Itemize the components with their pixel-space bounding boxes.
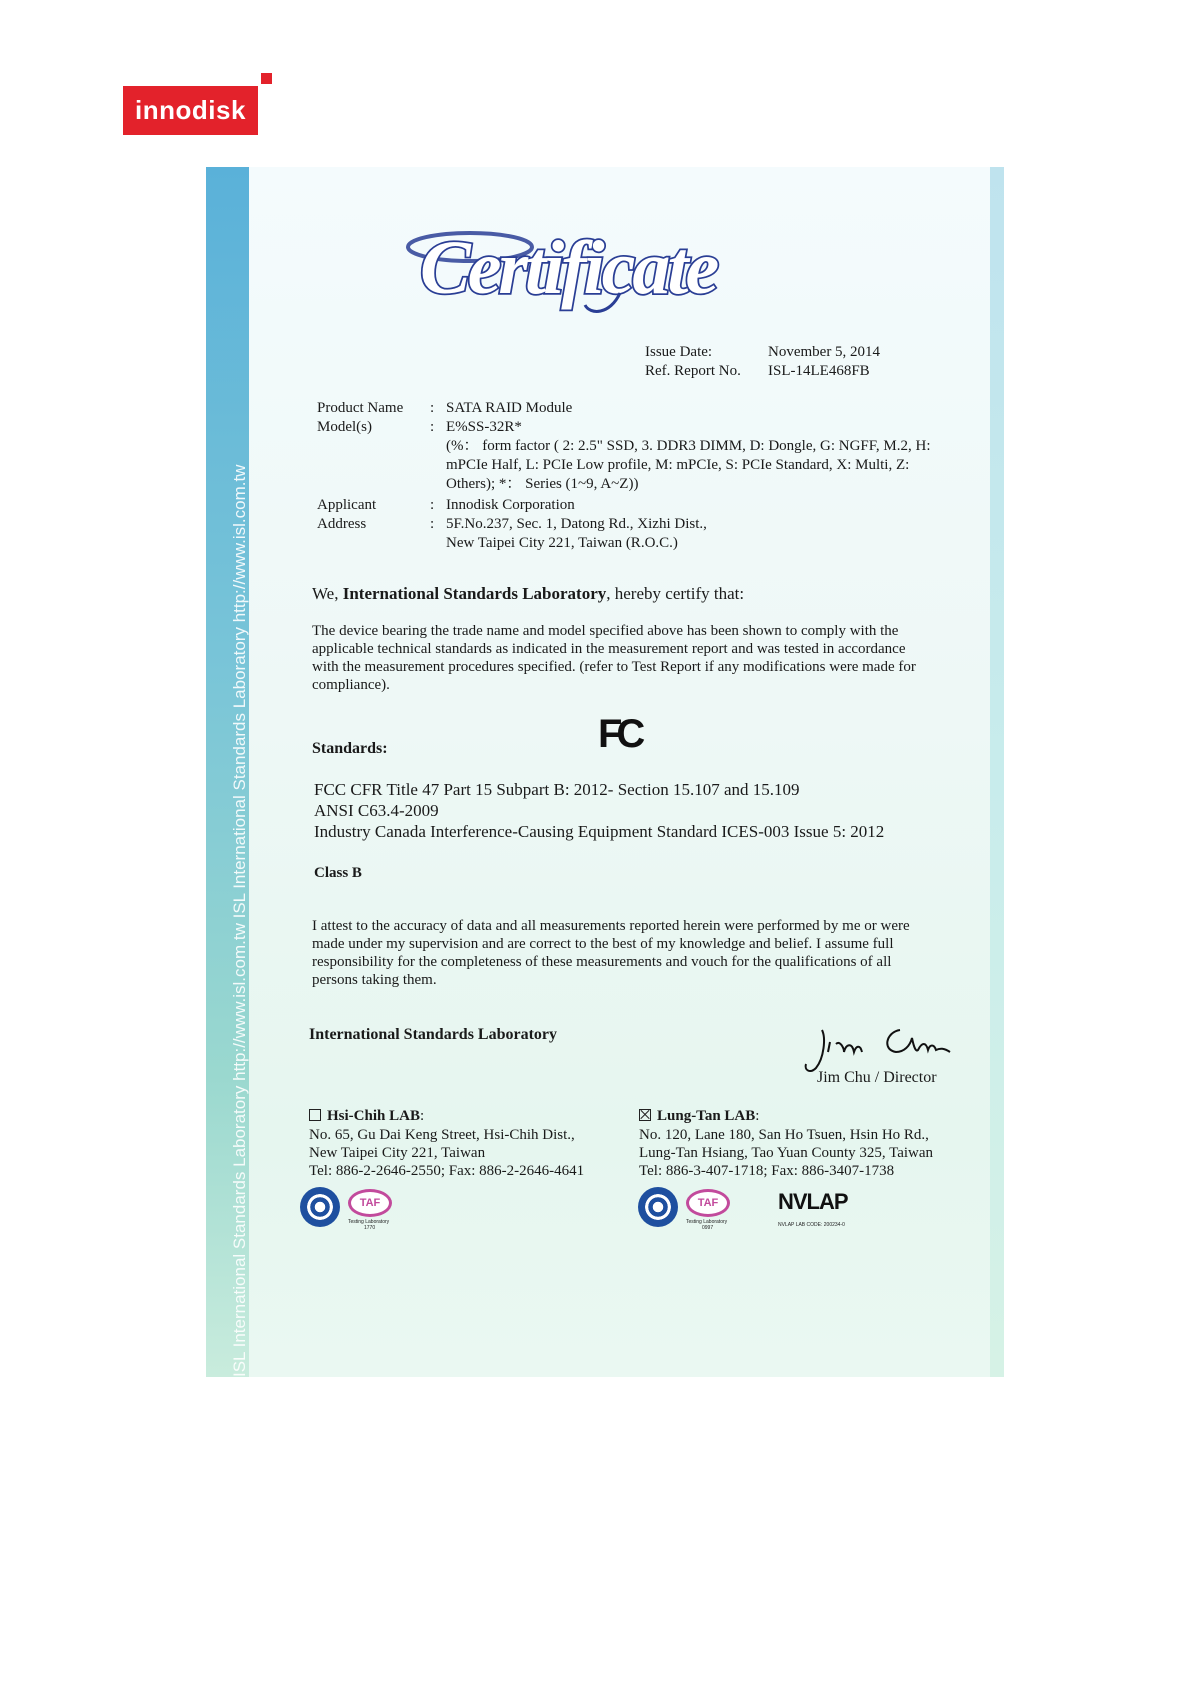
taf-caption: Testing Laboratory <box>348 1219 390 1225</box>
model-note-2: mPCIe Half, L: PCIe Low profile, M: mPCIe, S: PCIe Standard, X: Multi, Z: <box>446 457 910 473</box>
attest-line: I attest to the accuracy of data and all measurements reported herein were performed by me or were <box>312 918 910 934</box>
signatory-name: Jim Chu / Director <box>817 1069 937 1086</box>
model-label: Model(s) <box>317 419 372 435</box>
hsichih-address-1: No. 65, Gu Dai Keng Street, Hsi-Chih Dist., <box>309 1127 575 1143</box>
ref-report-label: Ref. Report No. <box>645 363 741 379</box>
product-colon: : <box>430 400 435 416</box>
certify-statement: We, International Standards Laboratory, hereby certify that: <box>312 584 745 603</box>
standard-item: Industry Canada Interference-Causing Equipment Standard ICES-003 Issue 5: 2012 <box>314 822 885 841</box>
certify-paragraph-line: compliance). <box>312 677 390 693</box>
certify-paragraph <box>312 622 952 694</box>
hsichih-checkbox <box>309 1109 321 1121</box>
lungtan-address-2: Lung-Tan Hsiang, Tao Yuan County 325, Taiwan <box>639 1145 934 1161</box>
taf-logo: TAF <box>686 1189 730 1217</box>
certify-lab-name: International Standards Laboratory <box>342 584 607 603</box>
title-text: Certificate <box>420 226 717 310</box>
hsichih-address-2: New Taipei City 221, Taiwan <box>309 1145 486 1161</box>
certify-paragraph-line: with the measurement procedures specified. (refer to Test Report if any modifications were made for <box>312 659 916 675</box>
applicant-label: Applicant <box>317 497 377 513</box>
right-band <box>990 167 1004 1377</box>
applicant-colon: : <box>430 497 435 513</box>
product-name-value: SATA RAID Module <box>446 400 573 416</box>
taf-number: 1770 <box>364 1225 376 1231</box>
model-colon: : <box>430 419 435 435</box>
taf-number: 0997 <box>702 1225 714 1231</box>
model-note-3: Others); *： Series (1~9, A~Z)) <box>446 476 639 492</box>
applicant-value: Innodisk Corporation <box>446 497 575 513</box>
product-name-label: Product Name <box>317 400 404 416</box>
nvlap-caption: NVLAP LAB CODE: 200234-0 <box>778 1222 845 1228</box>
certificate-title <box>400 215 860 315</box>
globe-accreditation-icon <box>300 1187 340 1227</box>
standards-label: Standards: <box>312 740 388 757</box>
attest-paragraph <box>312 917 952 989</box>
hsichih-lab-header: Hsi-Chih LAB: <box>309 1107 424 1125</box>
certify-paragraph-line: The device bearing the trade name and model specified above has been shown to comply with the <box>312 623 899 639</box>
issue-date-value: November 5, 2014 <box>768 344 881 360</box>
ref-report-value: ISL-14LE468FB <box>768 363 870 379</box>
sidebar-watermark-text: ISL International Standards Laboratory http://www.isl.com.tw ISL International Standards Laboratory http://www.isl.com.tw <box>230 464 249 1377</box>
address-label: Address <box>317 516 367 532</box>
hsichih-phone: Tel: 886-2-2646-2550; Fax: 886-2-2646-4641 <box>309 1163 585 1179</box>
attest-line: made under my supervision and are correct to the best of my knowledge and belief. I assume full <box>312 936 894 952</box>
address-colon: : <box>430 516 435 532</box>
lungtan-phone: Tel: 886-3-407-1718; Fax: 886-3407-1738 <box>639 1163 895 1179</box>
logo-accent <box>261 73 272 84</box>
standards-list <box>314 779 884 842</box>
lungtan-address-1: No. 120, Lane 180, San Ho Tsuen, Hsin Ho Rd., <box>639 1127 929 1143</box>
model-value: E%SS-32R* <box>446 419 522 435</box>
standard-item: FCC CFR Title 47 Part 15 Subpart B: 2012- Section 15.107 and 15.109 <box>314 780 800 799</box>
attest-line: persons taking them. <box>312 972 437 988</box>
class-label: Class B <box>314 865 362 881</box>
taf-caption: Testing Laboratory <box>686 1219 728 1225</box>
nvlap-logo: NVLAP <box>778 1189 848 1214</box>
lungtan-checkbox <box>639 1109 651 1121</box>
lungtan-lab-header: Lung-Tan LAB: <box>639 1107 759 1125</box>
attest-line: responsibility for the completeness of these measurements and vouch for the qualifications of all <box>312 954 892 970</box>
address-line-2: New Taipei City 221, Taiwan (R.O.C.) <box>446 535 678 551</box>
model-note-1: (%： form factor ( 2: 2.5" SSD, 3. DDR3 DIMM, D: Dongle, G: NGFF, M.2, H: <box>446 438 931 454</box>
innodisk-logo: innodisk <box>123 86 258 135</box>
taf-logo: TAF <box>348 1189 392 1217</box>
issue-date-label: Issue Date: <box>645 344 713 360</box>
certify-paragraph-line: applicable technical standards as indicated in the measurement report and was tested in accordance <box>312 641 906 657</box>
globe-accreditation-icon <box>638 1187 678 1227</box>
sidebar-band <box>206 167 249 1377</box>
address-line-1: 5F.No.237, Sec. 1, Datong Rd., Xizhi Dist., <box>446 516 707 532</box>
fcc-logo: FC <box>598 712 640 756</box>
signature-org: International Standards Laboratory <box>309 1026 558 1043</box>
standard-item: ANSI C63.4-2009 <box>314 801 439 820</box>
